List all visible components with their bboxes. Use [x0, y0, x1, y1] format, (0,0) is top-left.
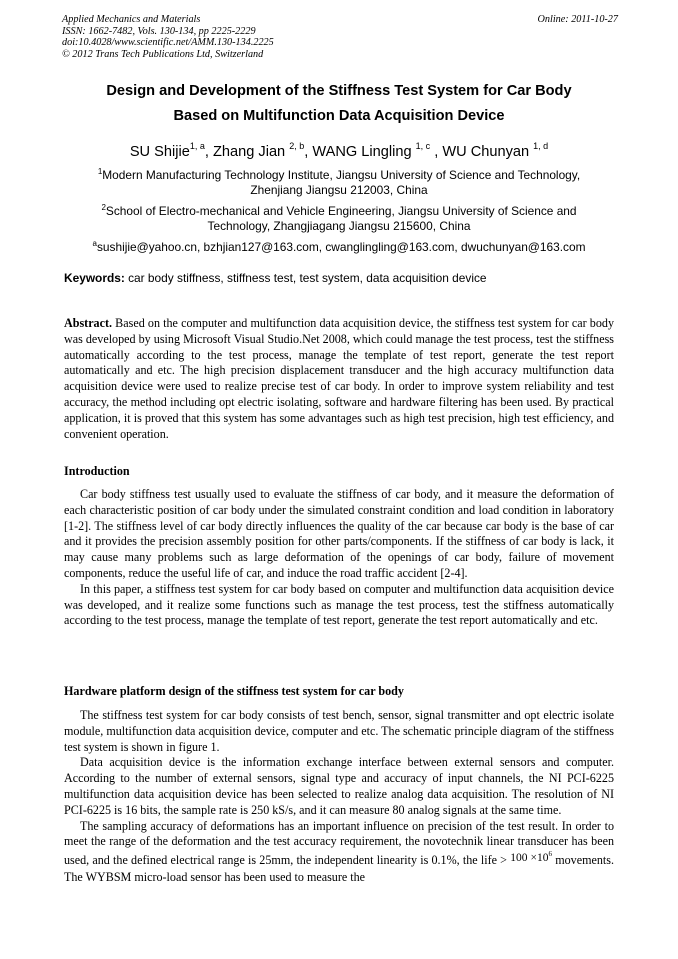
math-exponent: 6	[548, 850, 552, 859]
author-name: WANG Lingling	[312, 143, 416, 160]
author-name: SU Shijie	[129, 143, 190, 160]
abstract-text: Based on the computer and multifunction data acquisition device, the stiffness test system for car body was developed by using Microsoft Visual Studio.Net 2008, which could manage the test process, test the stiffness automatically according to the test process, manage the template of test report, generate the test report automatically and etc. The high precision displacement transducer and the high accuracy multifunction data acquisition device were used to realize precise test of car body. In order to improve system reliability and test accuracy, the method including opt electric isolating, software and hardware filtering has been used. By practical application, it is proved that this system has some advantages such as high test precision, high test efficiency, and convenient operation.	[64, 316, 614, 441]
email-sup: a	[92, 239, 97, 248]
author-sup: 1, c	[415, 141, 431, 151]
affiliation-2	[74, 200, 604, 234]
author-separator: ,	[204, 143, 213, 160]
section-heading-introduction: Introduction	[64, 464, 130, 478]
title-line-1: Design and Development of the Stiffness Test System for Car Body	[106, 83, 572, 99]
hardware-body	[64, 708, 614, 886]
affiliation-text: Technology, Zhangjiagang Jiangsu 215600, China	[207, 218, 471, 233]
affiliation-sup: 2	[101, 203, 106, 212]
paper-title	[40, 79, 638, 129]
paragraph: The stiffness test system for car body consists of test bench, sensor, signal transmitter and opt electric isolate module, multifunction data acquisition device, computer and etc. The schematic principle diagram of the stiffness test system is shown in figure 1.	[64, 708, 614, 754]
keywords-label: Keywords:	[64, 271, 125, 285]
author-sup: 2, b	[289, 141, 305, 151]
math-base: 100 ×10	[510, 852, 549, 864]
author-sup: 1, a	[189, 141, 205, 151]
journal-name: Applied Mechanics and Materials	[62, 14, 201, 25]
author-name: Zhang Jian	[212, 143, 290, 160]
issn-line: ISSN: 1662-7482, Vols. 130-134, pp 2225-2229	[62, 25, 256, 37]
paragraph-text: movements. The WYBSM micro-load sensor has been used to measure the	[64, 853, 614, 884]
abstract-label: Abstract.	[64, 316, 113, 330]
author-sup: 1, d	[533, 141, 549, 151]
paragraph	[64, 819, 614, 886]
affiliation-1	[74, 164, 604, 198]
paragraph: In this paper, a stiffness test system for car body based on computer and multifunction data acquisition device was developed, and it realize some functions such as manage the test process, test the stiffness automatically according to the test process, manage the template of test report, generate the test report automatically and etc.	[64, 581, 614, 628]
paragraph: Data acquisition device is the information exchange interface between external sensors and computer. According to the number of external sensors, signal type and accuracy of input channels, the NI PCI-6225 multifunction data acquisition device has been selected to realize analog data acquisition. The resolution of NI PCI-6225 is 16 bits, the sample rate is 250 kS/s, and it can measure 80 analog signals at the same time.	[64, 755, 614, 817]
affiliation-text: School of Electro-mechanical and Vehicle Engineering, Jiangsu University of Science and	[105, 203, 577, 218]
online-date: Online: 2011-10-27	[537, 14, 618, 25]
author-emails	[74, 236, 604, 255]
abstract	[64, 316, 614, 442]
email-list: sushijie@yahoo.cn, bzhjian127@163.com, cwanglingling@163.com, dwuchunyan@163.com	[96, 239, 586, 254]
paragraph: Car body stiffness test usually used to evaluate the stiffness of car body, and it measure the deformation of each characteristic position of car body under the simulated constraint condition and load condition in laboratory [1-2]. The stiffness level of car body directly influences the quality of the car because car body is the base of car and it provides the precision assembly position for other parts/components. If the stiffness of car body is lack, it may cause many problems such as large deformation of the openings of car body, failure of movement components, reduce the useful life of car, and induce the road traffic accident [2-4].	[64, 487, 614, 580]
affiliation-text: Modern Manufacturing Technology Institute, Jiangsu University of Science and Technology,	[102, 167, 581, 182]
author-separator: ,	[430, 143, 443, 160]
author-name: WU Chunyan	[442, 143, 534, 160]
journal-header	[62, 14, 618, 60]
affiliation-text: Zhenjiang Jiangsu 212003, China	[250, 182, 428, 197]
author-separator: ,	[304, 143, 313, 160]
author-list	[40, 137, 638, 162]
affiliation-sup: 1	[97, 167, 103, 176]
keywords-text: car body stiffness, stiffness test, test system, data acquisition device	[124, 271, 487, 285]
paragraph-text: The sampling accuracy of deformations has an important influence on precision of the test result. In order to meet the range of the deformation and the test accuracy requirement, the novotechnik linear transducer has been used, and the defined electrical range is 25mm, the independent linearity is 0.1%, the life >	[64, 818, 614, 867]
introduction-body	[64, 487, 614, 629]
section-heading-hardware: Hardware platform design of the stiffness test system for car body	[64, 684, 404, 698]
copyright-line: © 2012 Trans Tech Publications Ltd, Switzerland	[62, 48, 264, 60]
math-expression	[510, 852, 552, 864]
doi-line: doi:10.4028/www.scientific.net/AMM.130-134.2225	[62, 37, 274, 49]
keywords	[64, 271, 616, 286]
title-line-2: Based on Multifunction Data Acquisition Device	[173, 108, 505, 124]
